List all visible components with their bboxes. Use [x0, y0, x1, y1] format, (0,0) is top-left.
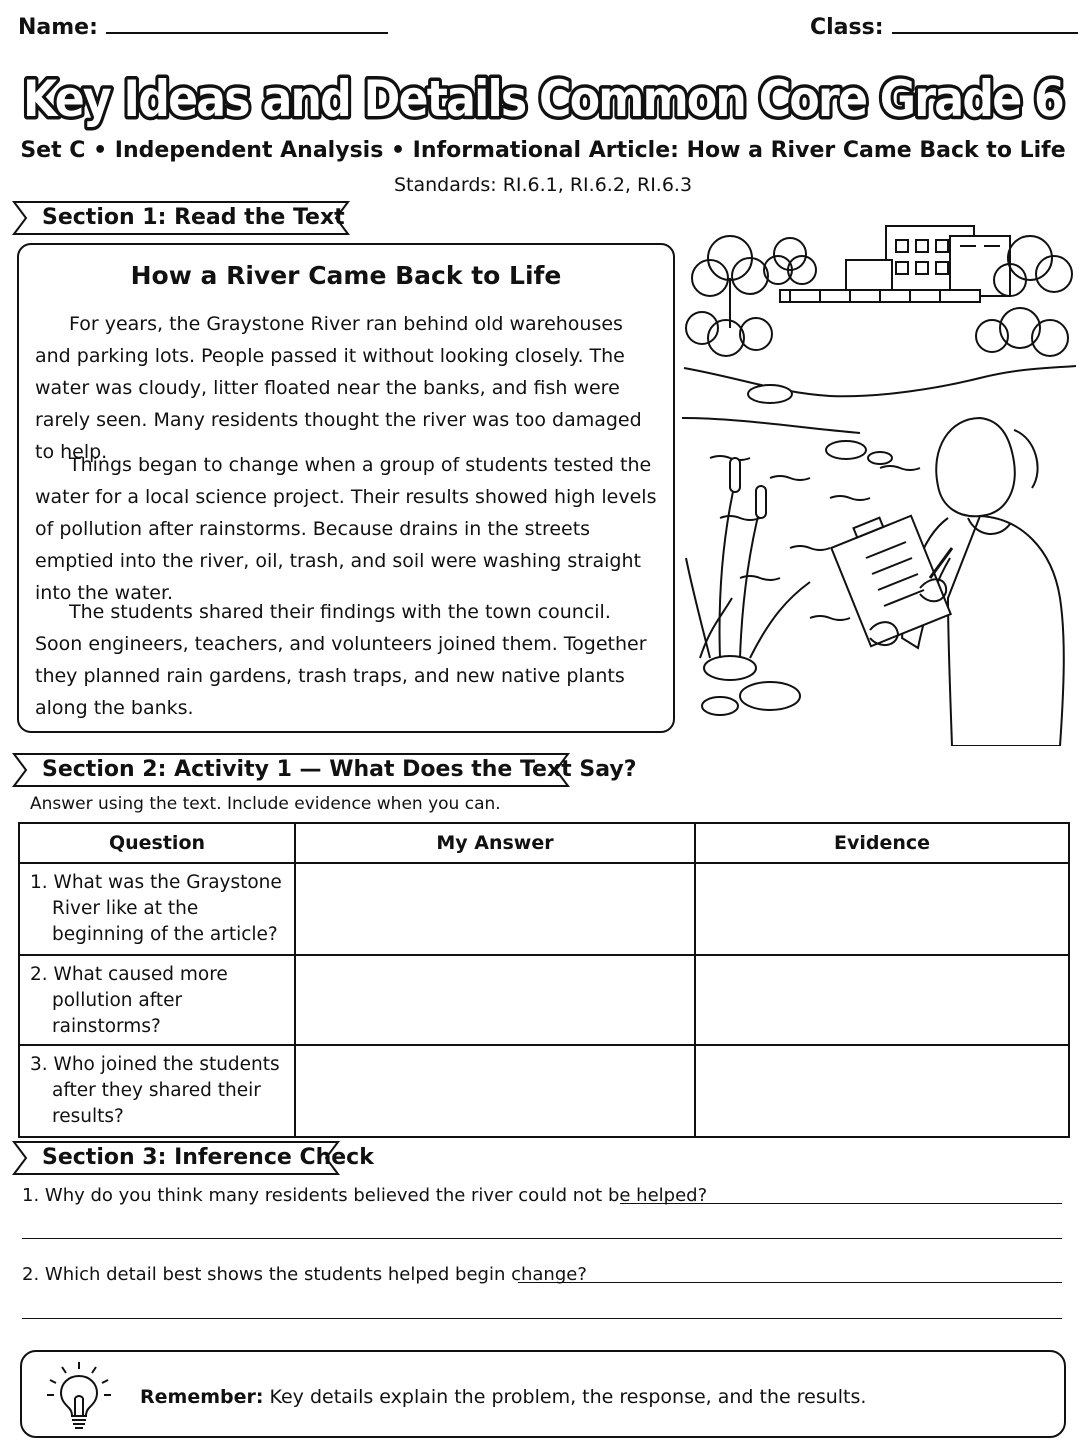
worksheet-title: [0, 54, 1086, 138]
evidence-cell[interactable]: [695, 863, 1069, 955]
title-text: Key Ideas and Details Common Core Grade 6: [23, 70, 1064, 128]
section1-heading: Section 1: Read the Text: [42, 205, 345, 230]
table-row: [19, 955, 1069, 1045]
section3-banner: [12, 1140, 374, 1176]
evidence-cell[interactable]: [695, 955, 1069, 1045]
column-header: Question: [19, 823, 295, 863]
class-label: Class:: [810, 15, 884, 40]
answer-line[interactable]: [518, 1282, 1062, 1283]
name-line[interactable]: [106, 12, 388, 34]
lightbulb-icon: [44, 1360, 114, 1432]
column-header: Evidence: [695, 823, 1069, 863]
name-label: Name:: [18, 15, 98, 40]
table-row: [19, 863, 1069, 955]
article-box: [17, 243, 675, 733]
river-illustration: [680, 218, 1080, 746]
remember-text: [140, 1386, 866, 1408]
answer-line[interactable]: [22, 1318, 1062, 1319]
answer-cell[interactable]: [295, 1045, 695, 1137]
subtitle: Set C • Independent Analysis • Informational Article: How a River Came Back to Life: [20, 138, 1066, 163]
section2-instructions: Answer using the text. Include evidence when you can.: [30, 794, 501, 814]
class-line[interactable]: [892, 12, 1078, 34]
answer-line[interactable]: [620, 1203, 1062, 1204]
remember-message: Key details explain the problem, the response, and the results.: [269, 1386, 867, 1408]
article-paragraph-3: The students shared their findings with the town council. Soon engineers, teachers, and volunteers joined them. Together they planned rain gardens, trash traps, and new native plants along the banks.: [35, 601, 647, 719]
column-header: My Answer: [295, 823, 695, 863]
class-field[interactable]: [810, 12, 1078, 40]
section3-heading: Section 3: Inference Check: [42, 1145, 374, 1170]
evidence-cell[interactable]: [695, 1045, 1069, 1137]
table-header-row: [19, 823, 1069, 863]
standards: Standards: RI.6.1, RI.6.2, RI.6.3: [393, 174, 693, 196]
remember-box: [20, 1350, 1066, 1438]
section2-heading: Section 2: Activity 1 — What Does the Text Say?: [42, 757, 637, 782]
inference-question-1: 1. Why do you think many residents believed the river could not be helped?: [22, 1185, 708, 1206]
question-cell: 3. Who joined the students after they shared their results?: [19, 1045, 295, 1137]
remember-label: Remember:: [140, 1386, 264, 1408]
article-paragraph-1: For years, the Graystone River ran behind old warehouses and parking lots. People passed it without looking closely. The water was cloudy, litter floated near the banks, and fish were rarely seen. Many residents thought the river was too damaged to help.: [35, 313, 642, 463]
answer-cell[interactable]: [295, 863, 695, 955]
name-field[interactable]: [18, 12, 388, 40]
article-paragraph-2: Things began to change when a group of students tested the water for a local science project. Their results showed high levels of pollution after rainstorms. Because drains in the streets emptied into the river, oil, trash, and soil were washing straight into the water.: [35, 454, 657, 604]
inference-question-2: 2. Which detail best shows the students helped begin change?: [22, 1264, 587, 1285]
article-title: How a River Came Back to Life: [130, 261, 562, 290]
answer-table: [18, 822, 1070, 1138]
answer-line[interactable]: [22, 1238, 1062, 1239]
question-cell: 2. What caused more pollution after rainstorms?: [19, 955, 295, 1045]
answer-cell[interactable]: [295, 955, 695, 1045]
table-row: [19, 1045, 1069, 1137]
section1-banner: [12, 200, 352, 236]
section2-banner: [12, 752, 637, 788]
question-cell: 1. What was the Graystone River like at the beginning of the article?: [19, 863, 295, 955]
